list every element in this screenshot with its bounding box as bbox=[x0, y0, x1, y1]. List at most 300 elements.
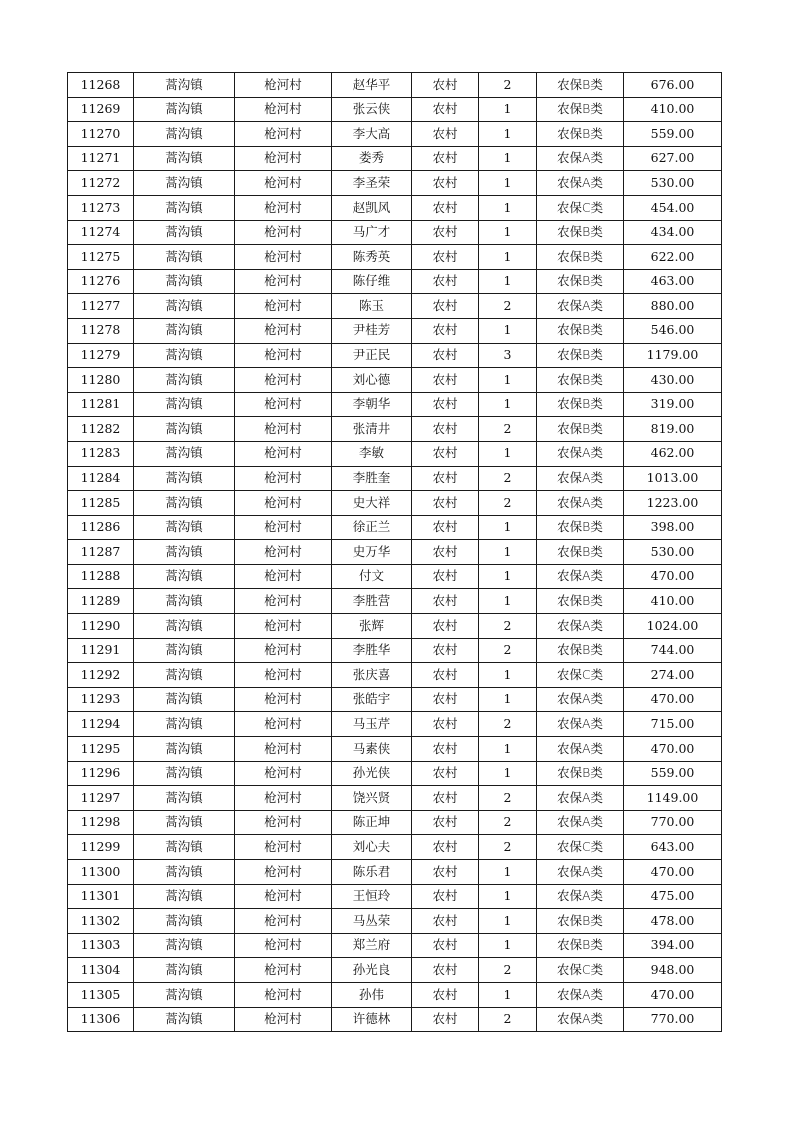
table-row bbox=[68, 245, 722, 270]
table-row bbox=[68, 1007, 722, 1032]
name-cell: 陈仔维 bbox=[332, 269, 412, 294]
household-count-cell: 1 bbox=[479, 245, 537, 270]
village-cell: 枪河村 bbox=[235, 737, 332, 762]
village-cell: 枪河村 bbox=[235, 220, 332, 245]
town-cell: 蒿沟镇 bbox=[134, 73, 235, 98]
town-cell: 蒿沟镇 bbox=[134, 835, 235, 860]
household-count-cell: 1 bbox=[479, 589, 537, 614]
insurance-category-cell: 农保B类 bbox=[537, 269, 624, 294]
area-type-cell: 农村 bbox=[412, 835, 479, 860]
row-id-cell: 11288 bbox=[68, 564, 134, 589]
household-count-cell: 1 bbox=[479, 663, 537, 688]
town-cell: 蒿沟镇 bbox=[134, 1007, 235, 1032]
row-id-cell: 11284 bbox=[68, 466, 134, 491]
name-cell: 马广才 bbox=[332, 220, 412, 245]
household-count-cell: 2 bbox=[479, 614, 537, 639]
table-row bbox=[68, 294, 722, 319]
village-cell: 枪河村 bbox=[235, 1007, 332, 1032]
amount-cell: 819.00 bbox=[624, 417, 722, 442]
household-count-cell: 1 bbox=[479, 933, 537, 958]
town-cell: 蒿沟镇 bbox=[134, 441, 235, 466]
table-row bbox=[68, 220, 722, 245]
area-type-cell: 农村 bbox=[412, 368, 479, 393]
name-cell: 张皓宇 bbox=[332, 687, 412, 712]
town-cell: 蒿沟镇 bbox=[134, 294, 235, 319]
household-count-cell: 2 bbox=[479, 417, 537, 442]
insurance-category-cell: 农保A类 bbox=[537, 687, 624, 712]
area-type-cell: 农村 bbox=[412, 663, 479, 688]
insurance-category-cell: 农保C类 bbox=[537, 663, 624, 688]
amount-cell: 1223.00 bbox=[624, 491, 722, 516]
amount-cell: 1013.00 bbox=[624, 466, 722, 491]
amount-cell: 470.00 bbox=[624, 737, 722, 762]
village-cell: 枪河村 bbox=[235, 933, 332, 958]
insurance-category-cell: 农保A类 bbox=[537, 786, 624, 811]
row-id-cell: 11306 bbox=[68, 1007, 134, 1032]
household-count-cell: 1 bbox=[479, 564, 537, 589]
household-count-cell: 1 bbox=[479, 195, 537, 220]
area-type-cell: 农村 bbox=[412, 614, 479, 639]
area-type-cell: 农村 bbox=[412, 540, 479, 565]
name-cell: 李圣荣 bbox=[332, 171, 412, 196]
insurance-category-cell: 农保A类 bbox=[537, 1007, 624, 1032]
amount-cell: 410.00 bbox=[624, 97, 722, 122]
row-id-cell: 11276 bbox=[68, 269, 134, 294]
village-cell: 枪河村 bbox=[235, 73, 332, 98]
household-count-cell: 2 bbox=[479, 73, 537, 98]
name-cell: 许德林 bbox=[332, 1007, 412, 1032]
town-cell: 蒿沟镇 bbox=[134, 933, 235, 958]
name-cell: 马素侠 bbox=[332, 737, 412, 762]
amount-cell: 559.00 bbox=[624, 761, 722, 786]
area-type-cell: 农村 bbox=[412, 737, 479, 762]
area-type-cell: 农村 bbox=[412, 564, 479, 589]
name-cell: 李胜奎 bbox=[332, 466, 412, 491]
row-id-cell: 11293 bbox=[68, 687, 134, 712]
table-row bbox=[68, 909, 722, 934]
amount-cell: 430.00 bbox=[624, 368, 722, 393]
town-cell: 蒿沟镇 bbox=[134, 195, 235, 220]
row-id-cell: 11302 bbox=[68, 909, 134, 934]
amount-cell: 530.00 bbox=[624, 540, 722, 565]
table-row bbox=[68, 318, 722, 343]
village-cell: 枪河村 bbox=[235, 466, 332, 491]
table-row bbox=[68, 663, 722, 688]
name-cell: 史万华 bbox=[332, 540, 412, 565]
area-type-cell: 农村 bbox=[412, 982, 479, 1007]
household-count-cell: 1 bbox=[479, 515, 537, 540]
row-id-cell: 11287 bbox=[68, 540, 134, 565]
name-cell: 饶兴贤 bbox=[332, 786, 412, 811]
town-cell: 蒿沟镇 bbox=[134, 368, 235, 393]
insurance-category-cell: 农保B类 bbox=[537, 392, 624, 417]
household-count-cell: 1 bbox=[479, 269, 537, 294]
village-cell: 枪河村 bbox=[235, 491, 332, 516]
table-row bbox=[68, 441, 722, 466]
amount-cell: 1179.00 bbox=[624, 343, 722, 368]
amount-cell: 470.00 bbox=[624, 982, 722, 1007]
amount-cell: 398.00 bbox=[624, 515, 722, 540]
town-cell: 蒿沟镇 bbox=[134, 638, 235, 663]
household-count-cell: 2 bbox=[479, 958, 537, 983]
household-count-cell: 1 bbox=[479, 220, 537, 245]
name-cell: 张清井 bbox=[332, 417, 412, 442]
name-cell: 赵华平 bbox=[332, 73, 412, 98]
amount-cell: 274.00 bbox=[624, 663, 722, 688]
area-type-cell: 农村 bbox=[412, 1007, 479, 1032]
household-count-cell: 1 bbox=[479, 441, 537, 466]
town-cell: 蒿沟镇 bbox=[134, 269, 235, 294]
name-cell: 李胜华 bbox=[332, 638, 412, 663]
table-row bbox=[68, 958, 722, 983]
table-row bbox=[68, 835, 722, 860]
town-cell: 蒿沟镇 bbox=[134, 909, 235, 934]
amount-cell: 744.00 bbox=[624, 638, 722, 663]
town-cell: 蒿沟镇 bbox=[134, 245, 235, 270]
town-cell: 蒿沟镇 bbox=[134, 343, 235, 368]
town-cell: 蒿沟镇 bbox=[134, 761, 235, 786]
name-cell: 李大高 bbox=[332, 122, 412, 147]
amount-cell: 1024.00 bbox=[624, 614, 722, 639]
table-row bbox=[68, 564, 722, 589]
town-cell: 蒿沟镇 bbox=[134, 982, 235, 1007]
insurance-category-cell: 农保B类 bbox=[537, 909, 624, 934]
town-cell: 蒿沟镇 bbox=[134, 318, 235, 343]
insurance-category-cell: 农保B类 bbox=[537, 245, 624, 270]
amount-cell: 948.00 bbox=[624, 958, 722, 983]
table-row bbox=[68, 737, 722, 762]
amount-cell: 454.00 bbox=[624, 195, 722, 220]
area-type-cell: 农村 bbox=[412, 786, 479, 811]
row-id-cell: 11282 bbox=[68, 417, 134, 442]
row-id-cell: 11290 bbox=[68, 614, 134, 639]
row-id-cell: 11281 bbox=[68, 392, 134, 417]
village-cell: 枪河村 bbox=[235, 343, 332, 368]
row-id-cell: 11278 bbox=[68, 318, 134, 343]
row-id-cell: 11271 bbox=[68, 146, 134, 171]
table-row bbox=[68, 540, 722, 565]
row-id-cell: 11280 bbox=[68, 368, 134, 393]
name-cell: 刘心夫 bbox=[332, 835, 412, 860]
beneficiary-table bbox=[67, 72, 722, 1032]
area-type-cell: 农村 bbox=[412, 269, 479, 294]
amount-cell: 434.00 bbox=[624, 220, 722, 245]
row-id-cell: 11300 bbox=[68, 860, 134, 885]
town-cell: 蒿沟镇 bbox=[134, 737, 235, 762]
insurance-category-cell: 农保B类 bbox=[537, 933, 624, 958]
area-type-cell: 农村 bbox=[412, 638, 479, 663]
town-cell: 蒿沟镇 bbox=[134, 589, 235, 614]
row-id-cell: 11270 bbox=[68, 122, 134, 147]
insurance-category-cell: 农保A类 bbox=[537, 171, 624, 196]
village-cell: 枪河村 bbox=[235, 786, 332, 811]
household-count-cell: 2 bbox=[479, 712, 537, 737]
name-cell: 张庆喜 bbox=[332, 663, 412, 688]
table-row bbox=[68, 515, 722, 540]
village-cell: 枪河村 bbox=[235, 515, 332, 540]
table-row bbox=[68, 343, 722, 368]
household-count-cell: 1 bbox=[479, 146, 537, 171]
table-row bbox=[68, 589, 722, 614]
village-cell: 枪河村 bbox=[235, 663, 332, 688]
row-id-cell: 11295 bbox=[68, 737, 134, 762]
insurance-category-cell: 农保B类 bbox=[537, 73, 624, 98]
table-row bbox=[68, 146, 722, 171]
insurance-category-cell: 农保A类 bbox=[537, 860, 624, 885]
household-count-cell: 1 bbox=[479, 761, 537, 786]
insurance-category-cell: 农保A类 bbox=[537, 810, 624, 835]
amount-cell: 622.00 bbox=[624, 245, 722, 270]
table-row bbox=[68, 638, 722, 663]
village-cell: 枪河村 bbox=[235, 368, 332, 393]
row-id-cell: 11285 bbox=[68, 491, 134, 516]
household-count-cell: 1 bbox=[479, 860, 537, 885]
area-type-cell: 农村 bbox=[412, 884, 479, 909]
household-count-cell: 2 bbox=[479, 1007, 537, 1032]
name-cell: 郑兰府 bbox=[332, 933, 412, 958]
area-type-cell: 农村 bbox=[412, 589, 479, 614]
row-id-cell: 11299 bbox=[68, 835, 134, 860]
table-row bbox=[68, 810, 722, 835]
name-cell: 李朝华 bbox=[332, 392, 412, 417]
table-row bbox=[68, 269, 722, 294]
household-count-cell: 1 bbox=[479, 687, 537, 712]
amount-cell: 770.00 bbox=[624, 1007, 722, 1032]
row-id-cell: 11292 bbox=[68, 663, 134, 688]
town-cell: 蒿沟镇 bbox=[134, 515, 235, 540]
area-type-cell: 农村 bbox=[412, 73, 479, 98]
insurance-category-cell: 农保B类 bbox=[537, 220, 624, 245]
village-cell: 枪河村 bbox=[235, 884, 332, 909]
town-cell: 蒿沟镇 bbox=[134, 810, 235, 835]
insurance-category-cell: 农保A类 bbox=[537, 466, 624, 491]
village-cell: 枪河村 bbox=[235, 540, 332, 565]
village-cell: 枪河村 bbox=[235, 638, 332, 663]
town-cell: 蒿沟镇 bbox=[134, 146, 235, 171]
town-cell: 蒿沟镇 bbox=[134, 712, 235, 737]
row-id-cell: 11291 bbox=[68, 638, 134, 663]
insurance-category-cell: 农保B类 bbox=[537, 540, 624, 565]
name-cell: 徐正兰 bbox=[332, 515, 412, 540]
area-type-cell: 农村 bbox=[412, 171, 479, 196]
insurance-category-cell: 农保A类 bbox=[537, 982, 624, 1007]
amount-cell: 462.00 bbox=[624, 441, 722, 466]
town-cell: 蒿沟镇 bbox=[134, 958, 235, 983]
area-type-cell: 农村 bbox=[412, 392, 479, 417]
amount-cell: 394.00 bbox=[624, 933, 722, 958]
insurance-category-cell: 农保B类 bbox=[537, 417, 624, 442]
row-id-cell: 11268 bbox=[68, 73, 134, 98]
name-cell: 史大祥 bbox=[332, 491, 412, 516]
area-type-cell: 农村 bbox=[412, 860, 479, 885]
village-cell: 枪河村 bbox=[235, 195, 332, 220]
village-cell: 枪河村 bbox=[235, 835, 332, 860]
row-id-cell: 11277 bbox=[68, 294, 134, 319]
row-id-cell: 11296 bbox=[68, 761, 134, 786]
household-count-cell: 1 bbox=[479, 122, 537, 147]
row-id-cell: 11286 bbox=[68, 515, 134, 540]
table-row bbox=[68, 491, 722, 516]
household-count-cell: 1 bbox=[479, 909, 537, 934]
amount-cell: 880.00 bbox=[624, 294, 722, 319]
name-cell: 陈乐君 bbox=[332, 860, 412, 885]
household-count-cell: 2 bbox=[479, 466, 537, 491]
town-cell: 蒿沟镇 bbox=[134, 786, 235, 811]
name-cell: 张辉 bbox=[332, 614, 412, 639]
area-type-cell: 农村 bbox=[412, 195, 479, 220]
name-cell: 陈玉 bbox=[332, 294, 412, 319]
row-id-cell: 11283 bbox=[68, 441, 134, 466]
town-cell: 蒿沟镇 bbox=[134, 564, 235, 589]
area-type-cell: 农村 bbox=[412, 294, 479, 319]
area-type-cell: 农村 bbox=[412, 146, 479, 171]
insurance-category-cell: 农保B类 bbox=[537, 122, 624, 147]
table-row bbox=[68, 122, 722, 147]
area-type-cell: 农村 bbox=[412, 466, 479, 491]
area-type-cell: 农村 bbox=[412, 245, 479, 270]
village-cell: 枪河村 bbox=[235, 122, 332, 147]
row-id-cell: 11274 bbox=[68, 220, 134, 245]
table-row bbox=[68, 171, 722, 196]
village-cell: 枪河村 bbox=[235, 318, 332, 343]
village-cell: 枪河村 bbox=[235, 417, 332, 442]
insurance-category-cell: 农保A类 bbox=[537, 564, 624, 589]
name-cell: 马丛荣 bbox=[332, 909, 412, 934]
table-row bbox=[68, 786, 722, 811]
village-cell: 枪河村 bbox=[235, 761, 332, 786]
name-cell: 孙光侠 bbox=[332, 761, 412, 786]
village-cell: 枪河村 bbox=[235, 810, 332, 835]
town-cell: 蒿沟镇 bbox=[134, 614, 235, 639]
household-count-cell: 1 bbox=[479, 171, 537, 196]
area-type-cell: 农村 bbox=[412, 958, 479, 983]
town-cell: 蒿沟镇 bbox=[134, 466, 235, 491]
row-id-cell: 11275 bbox=[68, 245, 134, 270]
insurance-category-cell: 农保A类 bbox=[537, 146, 624, 171]
village-cell: 枪河村 bbox=[235, 712, 332, 737]
household-count-cell: 1 bbox=[479, 884, 537, 909]
area-type-cell: 农村 bbox=[412, 441, 479, 466]
table-row bbox=[68, 860, 722, 885]
table-row bbox=[68, 195, 722, 220]
area-type-cell: 农村 bbox=[412, 712, 479, 737]
amount-cell: 1149.00 bbox=[624, 786, 722, 811]
amount-cell: 627.00 bbox=[624, 146, 722, 171]
insurance-category-cell: 农保C类 bbox=[537, 195, 624, 220]
town-cell: 蒿沟镇 bbox=[134, 884, 235, 909]
town-cell: 蒿沟镇 bbox=[134, 97, 235, 122]
village-cell: 枪河村 bbox=[235, 564, 332, 589]
amount-cell: 715.00 bbox=[624, 712, 722, 737]
amount-cell: 643.00 bbox=[624, 835, 722, 860]
insurance-category-cell: 农保B类 bbox=[537, 515, 624, 540]
household-count-cell: 2 bbox=[479, 810, 537, 835]
area-type-cell: 农村 bbox=[412, 343, 479, 368]
town-cell: 蒿沟镇 bbox=[134, 687, 235, 712]
amount-cell: 470.00 bbox=[624, 687, 722, 712]
insurance-category-cell: 农保C类 bbox=[537, 835, 624, 860]
insurance-category-cell: 农保A类 bbox=[537, 737, 624, 762]
town-cell: 蒿沟镇 bbox=[134, 540, 235, 565]
area-type-cell: 农村 bbox=[412, 810, 479, 835]
area-type-cell: 农村 bbox=[412, 220, 479, 245]
insurance-category-cell: 农保B类 bbox=[537, 368, 624, 393]
table-row bbox=[68, 614, 722, 639]
name-cell: 李敏 bbox=[332, 441, 412, 466]
village-cell: 枪河村 bbox=[235, 589, 332, 614]
town-cell: 蒿沟镇 bbox=[134, 663, 235, 688]
insurance-category-cell: 农保B类 bbox=[537, 638, 624, 663]
area-type-cell: 农村 bbox=[412, 933, 479, 958]
town-cell: 蒿沟镇 bbox=[134, 491, 235, 516]
village-cell: 枪河村 bbox=[235, 958, 332, 983]
household-count-cell: 1 bbox=[479, 392, 537, 417]
village-cell: 枪河村 bbox=[235, 614, 332, 639]
town-cell: 蒿沟镇 bbox=[134, 860, 235, 885]
village-cell: 枪河村 bbox=[235, 245, 332, 270]
area-type-cell: 农村 bbox=[412, 97, 479, 122]
table-row bbox=[68, 933, 722, 958]
name-cell: 娄秀 bbox=[332, 146, 412, 171]
household-count-cell: 1 bbox=[479, 97, 537, 122]
household-count-cell: 2 bbox=[479, 294, 537, 319]
row-id-cell: 11272 bbox=[68, 171, 134, 196]
insurance-category-cell: 农保A类 bbox=[537, 614, 624, 639]
town-cell: 蒿沟镇 bbox=[134, 122, 235, 147]
table-row bbox=[68, 982, 722, 1007]
village-cell: 枪河村 bbox=[235, 146, 332, 171]
village-cell: 枪河村 bbox=[235, 392, 332, 417]
name-cell: 陈秀英 bbox=[332, 245, 412, 270]
household-count-cell: 1 bbox=[479, 368, 537, 393]
amount-cell: 770.00 bbox=[624, 810, 722, 835]
amount-cell: 475.00 bbox=[624, 884, 722, 909]
table-row bbox=[68, 466, 722, 491]
name-cell: 张云侠 bbox=[332, 97, 412, 122]
name-cell: 陈正坤 bbox=[332, 810, 412, 835]
household-count-cell: 2 bbox=[479, 786, 537, 811]
household-count-cell: 3 bbox=[479, 343, 537, 368]
name-cell: 付文 bbox=[332, 564, 412, 589]
name-cell: 刘心德 bbox=[332, 368, 412, 393]
household-count-cell: 2 bbox=[479, 835, 537, 860]
table-row bbox=[68, 392, 722, 417]
name-cell: 尹正民 bbox=[332, 343, 412, 368]
row-id-cell: 11303 bbox=[68, 933, 134, 958]
table-row bbox=[68, 884, 722, 909]
area-type-cell: 农村 bbox=[412, 417, 479, 442]
table-row bbox=[68, 687, 722, 712]
area-type-cell: 农村 bbox=[412, 491, 479, 516]
amount-cell: 463.00 bbox=[624, 269, 722, 294]
insurance-category-cell: 农保B类 bbox=[537, 343, 624, 368]
household-count-cell: 2 bbox=[479, 491, 537, 516]
amount-cell: 478.00 bbox=[624, 909, 722, 934]
name-cell: 马玉芹 bbox=[332, 712, 412, 737]
area-type-cell: 农村 bbox=[412, 687, 479, 712]
row-id-cell: 11289 bbox=[68, 589, 134, 614]
row-id-cell: 11297 bbox=[68, 786, 134, 811]
row-id-cell: 11298 bbox=[68, 810, 134, 835]
village-cell: 枪河村 bbox=[235, 269, 332, 294]
area-type-cell: 农村 bbox=[412, 515, 479, 540]
village-cell: 枪河村 bbox=[235, 982, 332, 1007]
insurance-category-cell: 农保B类 bbox=[537, 761, 624, 786]
town-cell: 蒿沟镇 bbox=[134, 171, 235, 196]
village-cell: 枪河村 bbox=[235, 97, 332, 122]
town-cell: 蒿沟镇 bbox=[134, 392, 235, 417]
row-id-cell: 11304 bbox=[68, 958, 134, 983]
